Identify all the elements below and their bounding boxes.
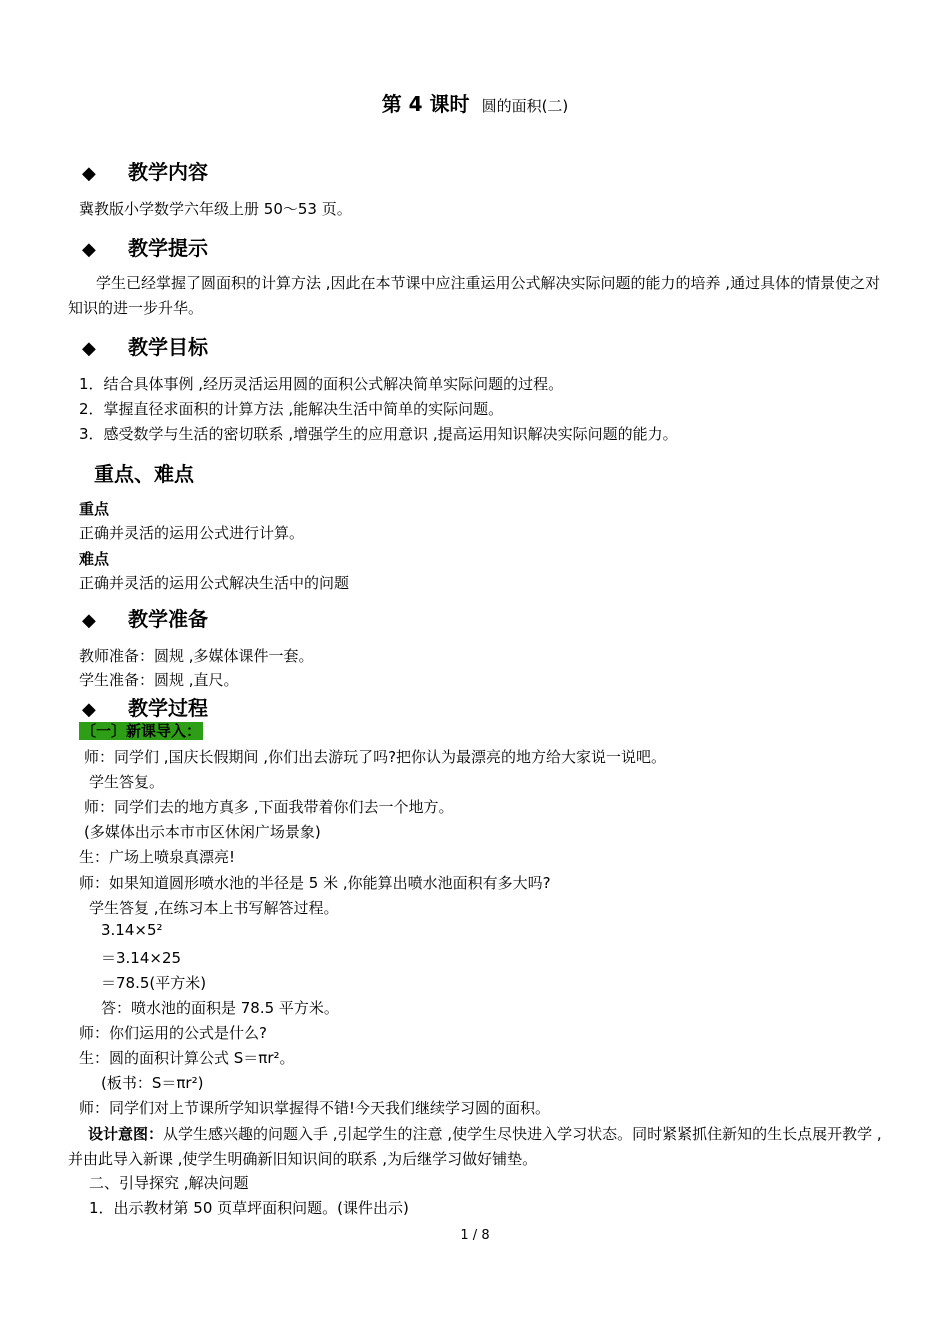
goal-item: 3．感受数学与生活的密切联系 ,增强学生的应用意识 ,提高运用知识解决实际问题的能力。	[79, 425, 678, 443]
calc-line: ＝78.5(平方米)	[101, 974, 207, 992]
diamond-bullet-icon: ◆	[82, 699, 96, 720]
page-number: 1 / 8	[460, 1228, 490, 1243]
heading-process: ◆ 教学过程	[82, 696, 208, 720]
dialogue-line: 师：同学们去的地方真多 ,下面我带着你们去一个地方。	[84, 798, 454, 816]
heading-content: ◆ 教学内容	[82, 160, 208, 184]
dialogue-line: 师：如果知道圆形喷水池的半径是 5 米 ,你能算出喷水池面积有多大吗?	[79, 874, 551, 892]
lesson-topic: 圆的面积(二)	[481, 97, 569, 115]
heading-hint: ◆ 教学提示	[82, 236, 208, 260]
design-intent-label: 设计意图：	[88, 1125, 164, 1143]
content-text: 冀教版小学数学六年级上册 50～53 页。	[79, 200, 352, 218]
calc-line: ＝3.14×25	[101, 949, 182, 967]
goal-item: 1．结合具体事例 ,经历灵活运用圆的面积公式解决简单实际问题的过程。	[79, 375, 564, 393]
design-intent-text: 从学生感兴趣的问题入手 ,引起学生的注意 ,使学生尽快进入学习状态。同时紧紧抓住新知的生长点展开教学 ,并由此导入新课 ,使学生明确新旧知识间的联系 ,为后继学习做好铺垫。	[68, 1125, 882, 1168]
dialogue-line: 师：同学们 ,国庆长假期间 ,你们出去游玩了吗?把你认为最漂亮的地方给大家说一说吧。	[84, 748, 667, 766]
dialogue-line: 学生答复。	[89, 773, 165, 791]
dialogue-line: 生：广场上喷泉真漂亮!	[79, 848, 236, 866]
dialogue-line: 师：同学们对上节课所学知识掌握得不错!今天我们继续学习圆的面积。	[79, 1099, 551, 1117]
heading-key-points: 重点、难点	[94, 462, 194, 486]
difficulty-label: 难点	[79, 550, 110, 568]
goal-item: 2．掌握直径求面积的计算方法 ,能解决生活中简单的实际问题。	[79, 400, 504, 418]
diamond-bullet-icon: ◆	[82, 239, 96, 260]
dialogue-line: 生：圆的面积计算公式 S＝πr²。	[79, 1049, 295, 1067]
hint-text: 学生已经掌握了圆面积的计算方法 ,因此在本节课中应注重运用公式解决实际问题的能力的培养 ,通过具体的情景使之对知识的进一步升华。	[68, 274, 881, 317]
dialogue-line: (多媒体出示本市市区休闲广场景象)	[84, 823, 321, 841]
design-intent	[68, 1122, 883, 1172]
dialogue-line: 师：你们运用的公式是什么?	[79, 1024, 267, 1042]
part2-heading: 二、引导探究 ,解决问题	[89, 1174, 249, 1192]
lesson-number: 第 4 课时	[381, 92, 470, 116]
diamond-bullet-icon: ◆	[82, 338, 96, 359]
heading-goals: ◆ 教学目标	[82, 335, 208, 359]
board-note: (板书：S＝πr²)	[101, 1074, 204, 1092]
calc-line: 3.14×5²	[101, 921, 163, 939]
page-title	[0, 88, 950, 117]
key-text: 正确并灵活的运用公式进行计算。	[79, 524, 305, 542]
answer-line: 答：喷水池的面积是 78.5 平方米。	[101, 999, 339, 1017]
diamond-bullet-icon: ◆	[82, 610, 96, 631]
student-prep: 学生准备：圆规 ,直尺。	[79, 671, 239, 689]
teacher-prep: 教师准备：圆规 ,多媒体课件一套。	[79, 647, 314, 665]
diamond-bullet-icon: ◆	[82, 163, 96, 184]
step1-text: 1．出示教材第 50 页草坪面积问题。(课件出示)	[89, 1199, 409, 1217]
part1-label	[79, 720, 203, 741]
dialogue-line: 学生答复 ,在练习本上书写解答过程。	[89, 899, 339, 917]
heading-prep: ◆ 教学准备	[82, 607, 208, 631]
key-label: 重点	[79, 500, 110, 518]
highlighted-subheading: 〔一〕新课导入：	[81, 722, 202, 740]
difficulty-text: 正确并灵活的运用公式解决生活中的问题	[79, 574, 350, 592]
